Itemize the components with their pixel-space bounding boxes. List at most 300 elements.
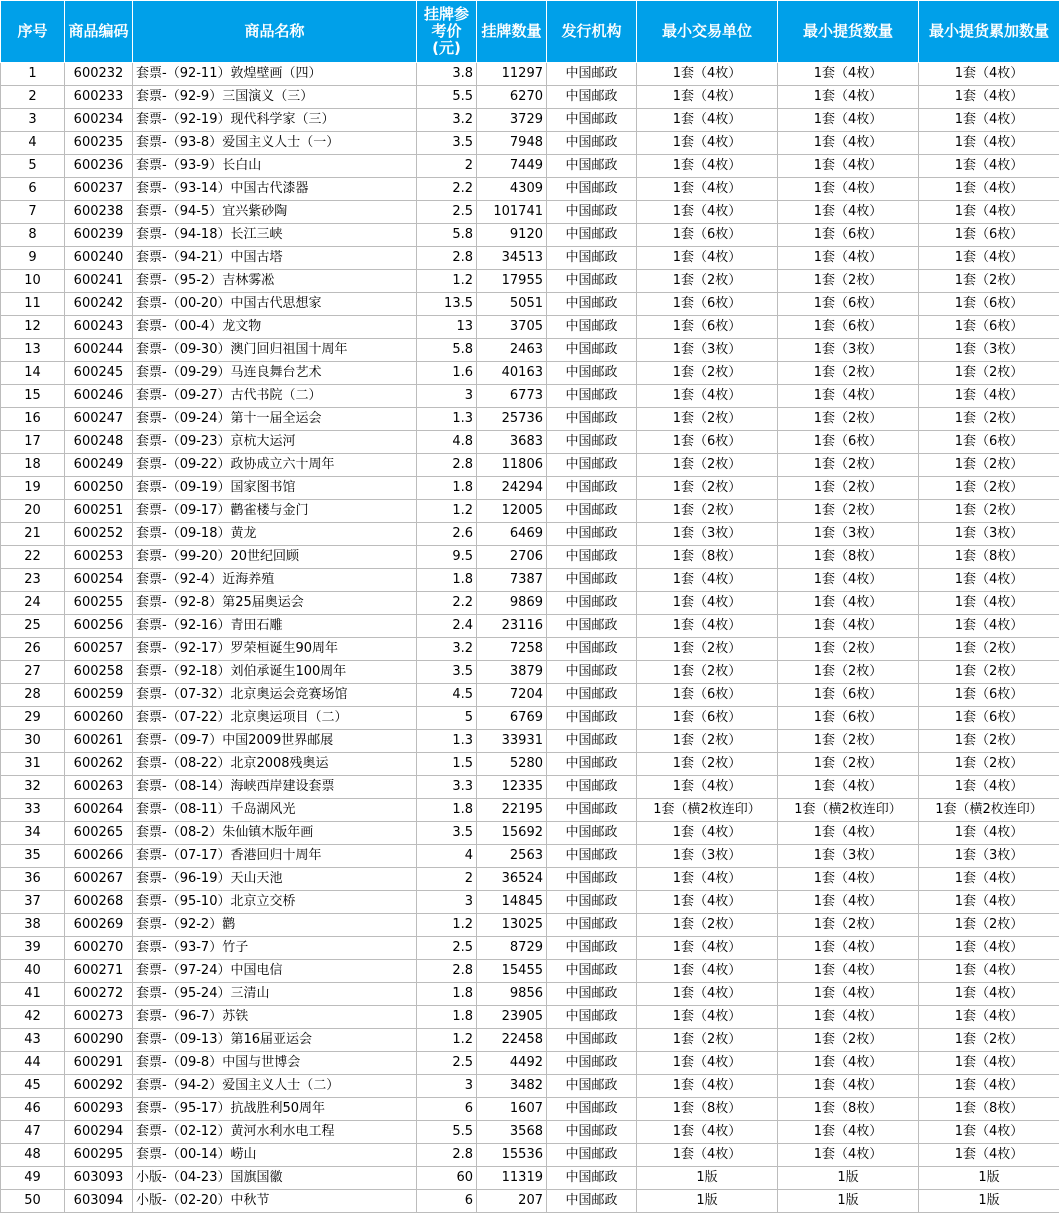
cell-min-pickup: 1套（2枚） <box>778 362 919 385</box>
cell-code: 600259 <box>65 684 133 707</box>
cell-seq: 43 <box>1 1029 65 1052</box>
table-row <box>1 500 1059 523</box>
cell-min-pickup-add: 1套（2枚） <box>919 408 1059 431</box>
cell-ref-price: 5.5 <box>417 86 477 109</box>
cell-min-pickup-add: 1套（4枚） <box>919 385 1059 408</box>
cell-seq: 7 <box>1 201 65 224</box>
cell-code: 600260 <box>65 707 133 730</box>
cell-min-trade: 1套（2枚） <box>637 638 778 661</box>
cell-min-pickup-add: 1套（4枚） <box>919 201 1059 224</box>
cell-code: 600252 <box>65 523 133 546</box>
cell-issuer: 中国邮政 <box>547 615 637 638</box>
cell-seq: 4 <box>1 132 65 155</box>
cell-quantity: 7948 <box>477 132 547 155</box>
cell-name: 套票-（07-32）北京奥运会竞赛场馆 <box>133 684 417 707</box>
cell-name: 套票-（08-11）千岛湖风光 <box>133 799 417 822</box>
cell-ref-price: 4.5 <box>417 684 477 707</box>
cell-min-pickup-add: 1套（8枚） <box>919 546 1059 569</box>
cell-code: 600293 <box>65 1098 133 1121</box>
cell-min-trade: 1套（横2枚连印） <box>637 799 778 822</box>
cell-min-pickup: 1套（2枚） <box>778 408 919 431</box>
cell-issuer: 中国邮政 <box>547 868 637 891</box>
cell-min-trade: 1套（4枚） <box>637 247 778 270</box>
cell-min-pickup: 1套（4枚） <box>778 868 919 891</box>
cell-min-pickup: 1套（6枚） <box>778 431 919 454</box>
cell-min-pickup-add: 1套（6枚） <box>919 431 1059 454</box>
cell-min-trade: 1套（4枚） <box>637 1121 778 1144</box>
cell-issuer: 中国邮政 <box>547 523 637 546</box>
cell-min-pickup-add: 1套（4枚） <box>919 569 1059 592</box>
cell-seq: 16 <box>1 408 65 431</box>
cell-code: 600268 <box>65 891 133 914</box>
cell-ref-price: 3.2 <box>417 109 477 132</box>
cell-ref-price: 60 <box>417 1167 477 1190</box>
table-row <box>1 661 1059 684</box>
cell-code: 600233 <box>65 86 133 109</box>
cell-code: 600269 <box>65 914 133 937</box>
cell-min-pickup: 1套（4枚） <box>778 86 919 109</box>
table-row <box>1 914 1059 937</box>
table-row <box>1 477 1059 500</box>
cell-issuer: 中国邮政 <box>547 776 637 799</box>
cell-quantity: 11806 <box>477 454 547 477</box>
cell-code: 600265 <box>65 822 133 845</box>
cell-min-pickup: 1套（2枚） <box>778 477 919 500</box>
cell-ref-price: 1.2 <box>417 270 477 293</box>
cell-issuer: 中国邮政 <box>547 477 637 500</box>
cell-issuer: 中国邮政 <box>547 914 637 937</box>
cell-ref-price: 1.8 <box>417 477 477 500</box>
cell-seq: 24 <box>1 592 65 615</box>
cell-seq: 40 <box>1 960 65 983</box>
cell-ref-price: 3.3 <box>417 776 477 799</box>
table-row <box>1 155 1059 178</box>
table-row <box>1 523 1059 546</box>
cell-ref-price: 2.2 <box>417 592 477 615</box>
cell-seq: 6 <box>1 178 65 201</box>
cell-min-pickup-add: 1套（4枚） <box>919 1052 1059 1075</box>
cell-min-pickup-add: 1套（2枚） <box>919 454 1059 477</box>
cell-quantity: 12335 <box>477 776 547 799</box>
cell-issuer: 中国邮政 <box>547 753 637 776</box>
cell-min-pickup-add: 1套（4枚） <box>919 178 1059 201</box>
cell-quantity: 4309 <box>477 178 547 201</box>
cell-ref-price: 5.8 <box>417 224 477 247</box>
table-row <box>1 1121 1059 1144</box>
table-row <box>1 293 1059 316</box>
table-row <box>1 362 1059 385</box>
cell-ref-price: 1.8 <box>417 799 477 822</box>
cell-code: 600243 <box>65 316 133 339</box>
cell-ref-price: 2 <box>417 155 477 178</box>
cell-min-trade: 1套（4枚） <box>637 1075 778 1098</box>
cell-min-pickup-add: 1套（2枚） <box>919 270 1059 293</box>
cell-quantity: 40163 <box>477 362 547 385</box>
cell-issuer: 中国邮政 <box>547 1052 637 1075</box>
cell-ref-price: 9.5 <box>417 546 477 569</box>
cell-code: 600264 <box>65 799 133 822</box>
cell-issuer: 中国邮政 <box>547 86 637 109</box>
cell-code: 600262 <box>65 753 133 776</box>
cell-min-pickup: 1套（4枚） <box>778 1052 919 1075</box>
table-row <box>1 1098 1059 1121</box>
cell-ref-price: 13 <box>417 316 477 339</box>
cell-ref-price: 2.8 <box>417 960 477 983</box>
cell-min-pickup: 1套（4枚） <box>778 1121 919 1144</box>
cell-ref-price: 2.8 <box>417 1144 477 1167</box>
cell-min-pickup: 1套（3枚） <box>778 523 919 546</box>
cell-quantity: 3705 <box>477 316 547 339</box>
header-issuer: 发行机构 <box>547 1 637 63</box>
cell-name: 套票-（92-2）鹳 <box>133 914 417 937</box>
cell-name: 套票-（93-14）中国古代漆器 <box>133 178 417 201</box>
cell-min-pickup: 1套（8枚） <box>778 546 919 569</box>
cell-min-trade: 1套（2枚） <box>637 362 778 385</box>
cell-name: 套票-（97-24）中国电信 <box>133 960 417 983</box>
cell-quantity: 22195 <box>477 799 547 822</box>
cell-code: 600237 <box>65 178 133 201</box>
table-row <box>1 960 1059 983</box>
cell-min-pickup-add: 1套（4枚） <box>919 937 1059 960</box>
cell-min-trade: 1套（2枚） <box>637 477 778 500</box>
cell-issuer: 中国邮政 <box>547 1190 637 1213</box>
cell-seq: 44 <box>1 1052 65 1075</box>
cell-ref-price: 3.5 <box>417 132 477 155</box>
table-row <box>1 730 1059 753</box>
cell-min-pickup: 1套（2枚） <box>778 638 919 661</box>
cell-seq: 1 <box>1 63 65 86</box>
cell-min-trade: 1套（4枚） <box>637 109 778 132</box>
cell-code: 600238 <box>65 201 133 224</box>
cell-min-pickup-add: 1套（横2枚连印） <box>919 799 1059 822</box>
cell-issuer: 中国邮政 <box>547 638 637 661</box>
cell-quantity: 23905 <box>477 1006 547 1029</box>
cell-quantity: 6469 <box>477 523 547 546</box>
cell-code: 600232 <box>65 63 133 86</box>
cell-name: 套票-（09-7）中国2009世界邮展 <box>133 730 417 753</box>
cell-min-pickup-add: 1套（6枚） <box>919 293 1059 316</box>
table-row <box>1 592 1059 615</box>
cell-min-pickup: 1套（4枚） <box>778 592 919 615</box>
cell-min-trade: 1套（2枚） <box>637 661 778 684</box>
cell-name: 套票-（09-23）京杭大运河 <box>133 431 417 454</box>
cell-issuer: 中国邮政 <box>547 63 637 86</box>
cell-ref-price: 5.5 <box>417 1121 477 1144</box>
table-row <box>1 1144 1059 1167</box>
cell-name: 套票-（94-5）宜兴紫砂陶 <box>133 201 417 224</box>
table-row <box>1 615 1059 638</box>
cell-code: 600263 <box>65 776 133 799</box>
cell-min-pickup-add: 1套（4枚） <box>919 1144 1059 1167</box>
cell-issuer: 中国邮政 <box>547 1167 637 1190</box>
cell-issuer: 中国邮政 <box>547 155 637 178</box>
cell-quantity: 33931 <box>477 730 547 753</box>
cell-ref-price: 3 <box>417 1075 477 1098</box>
cell-min-pickup-add: 1套（4枚） <box>919 983 1059 1006</box>
cell-name: 套票-（00-4）龙文物 <box>133 316 417 339</box>
cell-min-trade: 1套（4枚） <box>637 1144 778 1167</box>
cell-name: 套票-（93-9）长白山 <box>133 155 417 178</box>
cell-quantity: 2463 <box>477 339 547 362</box>
cell-ref-price: 2.8 <box>417 247 477 270</box>
cell-quantity: 17955 <box>477 270 547 293</box>
table-row <box>1 1167 1059 1190</box>
cell-code: 600256 <box>65 615 133 638</box>
cell-min-pickup-add: 1套（2枚） <box>919 477 1059 500</box>
cell-name: 套票-（92-17）罗荣桓诞生90周年 <box>133 638 417 661</box>
cell-quantity: 11319 <box>477 1167 547 1190</box>
table-row <box>1 385 1059 408</box>
cell-min-trade: 1套（6枚） <box>637 431 778 454</box>
cell-min-trade: 1套（2枚） <box>637 914 778 937</box>
cell-min-pickup: 1套（4枚） <box>778 132 919 155</box>
cell-quantity: 3568 <box>477 1121 547 1144</box>
cell-issuer: 中国邮政 <box>547 454 637 477</box>
cell-quantity: 15455 <box>477 960 547 983</box>
cell-min-pickup: 1版 <box>778 1190 919 1213</box>
cell-min-pickup-add: 1套（2枚） <box>919 638 1059 661</box>
table-row <box>1 891 1059 914</box>
cell-seq: 11 <box>1 293 65 316</box>
cell-code: 600235 <box>65 132 133 155</box>
table-row <box>1 86 1059 109</box>
cell-ref-price: 4 <box>417 845 477 868</box>
cell-name: 套票-（94-18）长江三峡 <box>133 224 417 247</box>
cell-ref-price: 2.5 <box>417 937 477 960</box>
cell-quantity: 207 <box>477 1190 547 1213</box>
cell-min-pickup-add: 1套（4枚） <box>919 63 1059 86</box>
cell-name: 套票-（95-2）吉林雾凇 <box>133 270 417 293</box>
cell-min-trade: 1套（4枚） <box>637 592 778 615</box>
cell-issuer: 中国邮政 <box>547 569 637 592</box>
cell-min-pickup: 1套（4枚） <box>778 109 919 132</box>
cell-quantity: 4492 <box>477 1052 547 1075</box>
cell-quantity: 23116 <box>477 615 547 638</box>
cell-code: 600292 <box>65 1075 133 1098</box>
table-row <box>1 1006 1059 1029</box>
cell-min-pickup: 1套（2枚） <box>778 730 919 753</box>
cell-min-pickup: 1套（4枚） <box>778 891 919 914</box>
cell-quantity: 6769 <box>477 707 547 730</box>
cell-code: 600291 <box>65 1052 133 1075</box>
cell-min-pickup: 1套（4枚） <box>778 937 919 960</box>
cell-seq: 46 <box>1 1098 65 1121</box>
cell-min-trade: 1套（6枚） <box>637 224 778 247</box>
cell-code: 600244 <box>65 339 133 362</box>
cell-code: 600253 <box>65 546 133 569</box>
cell-quantity: 7204 <box>477 684 547 707</box>
table-row <box>1 983 1059 1006</box>
cell-issuer: 中国邮政 <box>547 891 637 914</box>
cell-min-pickup-add: 1套（4枚） <box>919 776 1059 799</box>
cell-name: 套票-（09-18）黄龙 <box>133 523 417 546</box>
cell-quantity: 3729 <box>477 109 547 132</box>
cell-issuer: 中国邮政 <box>547 661 637 684</box>
cell-ref-price: 5 <box>417 707 477 730</box>
cell-name: 套票-（07-22）北京奥运项目（二） <box>133 707 417 730</box>
cell-name: 套票-（99-20）20世纪回顾 <box>133 546 417 569</box>
cell-min-trade: 1套（3枚） <box>637 523 778 546</box>
cell-issuer: 中国邮政 <box>547 845 637 868</box>
cell-min-pickup: 1套（4枚） <box>778 983 919 1006</box>
cell-name: 套票-（09-17）鹳雀楼与金门 <box>133 500 417 523</box>
header-row <box>1 1 1059 63</box>
cell-min-pickup: 1套（4枚） <box>778 569 919 592</box>
cell-name: 套票-（92-8）第25届奥运会 <box>133 592 417 615</box>
cell-code: 603094 <box>65 1190 133 1213</box>
cell-quantity: 12005 <box>477 500 547 523</box>
table-row <box>1 178 1059 201</box>
cell-min-trade: 1套（4枚） <box>637 201 778 224</box>
cell-min-trade: 1套（6枚） <box>637 707 778 730</box>
cell-name: 套票-（08-22）北京2008残奥运 <box>133 753 417 776</box>
cell-code: 600267 <box>65 868 133 891</box>
cell-quantity: 24294 <box>477 477 547 500</box>
cell-min-pickup: 1套（2枚） <box>778 914 919 937</box>
cell-min-pickup: 1套（3枚） <box>778 339 919 362</box>
cell-code: 600246 <box>65 385 133 408</box>
cell-code: 600251 <box>65 500 133 523</box>
cell-quantity: 11297 <box>477 63 547 86</box>
cell-seq: 20 <box>1 500 65 523</box>
cell-issuer: 中国邮政 <box>547 937 637 960</box>
cell-ref-price: 2.4 <box>417 615 477 638</box>
cell-min-pickup-add: 1版 <box>919 1190 1059 1213</box>
cell-min-pickup-add: 1套（8枚） <box>919 1098 1059 1121</box>
cell-seq: 18 <box>1 454 65 477</box>
cell-min-pickup: 1套（2枚） <box>778 270 919 293</box>
cell-name: 小版-（02-20）中秋节 <box>133 1190 417 1213</box>
cell-quantity: 6270 <box>477 86 547 109</box>
cell-seq: 35 <box>1 845 65 868</box>
cell-seq: 38 <box>1 914 65 937</box>
cell-name: 套票-（09-19）国家图书馆 <box>133 477 417 500</box>
cell-ref-price: 1.5 <box>417 753 477 776</box>
cell-min-pickup: 1套（4枚） <box>778 201 919 224</box>
cell-ref-price: 3.2 <box>417 638 477 661</box>
cell-ref-price: 1.2 <box>417 500 477 523</box>
table-body <box>1 63 1059 1213</box>
cell-min-pickup: 1套（4枚） <box>778 1075 919 1098</box>
cell-min-pickup: 1套（4枚） <box>778 178 919 201</box>
cell-ref-price: 1.2 <box>417 1029 477 1052</box>
table-row <box>1 454 1059 477</box>
cell-seq: 2 <box>1 86 65 109</box>
cell-ref-price: 2.2 <box>417 178 477 201</box>
cell-name: 套票-（95-10）北京立交桥 <box>133 891 417 914</box>
cell-quantity: 2563 <box>477 845 547 868</box>
cell-seq: 50 <box>1 1190 65 1213</box>
cell-seq: 27 <box>1 661 65 684</box>
cell-code: 600241 <box>65 270 133 293</box>
cell-quantity: 9856 <box>477 983 547 1006</box>
cell-code: 600271 <box>65 960 133 983</box>
cell-code: 600261 <box>65 730 133 753</box>
cell-quantity: 9120 <box>477 224 547 247</box>
cell-min-pickup: 1套（6枚） <box>778 224 919 247</box>
cell-code: 600257 <box>65 638 133 661</box>
cell-name: 套票-（00-14）崂山 <box>133 1144 417 1167</box>
cell-name: 套票-（09-29）马连良舞台艺术 <box>133 362 417 385</box>
cell-quantity: 8729 <box>477 937 547 960</box>
cell-quantity: 15536 <box>477 1144 547 1167</box>
cell-seq: 19 <box>1 477 65 500</box>
cell-seq: 37 <box>1 891 65 914</box>
cell-min-trade: 1套（4枚） <box>637 155 778 178</box>
cell-seq: 49 <box>1 1167 65 1190</box>
cell-seq: 31 <box>1 753 65 776</box>
cell-issuer: 中国邮政 <box>547 707 637 730</box>
table-row <box>1 201 1059 224</box>
cell-code: 600294 <box>65 1121 133 1144</box>
table-row <box>1 707 1059 730</box>
cell-min-pickup-add: 1套（2枚） <box>919 753 1059 776</box>
table-row <box>1 753 1059 776</box>
table-row <box>1 638 1059 661</box>
cell-name: 套票-（92-11）敦煌壁画（四） <box>133 63 417 86</box>
cell-min-pickup: 1套（4枚） <box>778 822 919 845</box>
cell-seq: 5 <box>1 155 65 178</box>
cell-min-pickup: 1套（4枚） <box>778 1144 919 1167</box>
cell-name: 套票-（93-7）竹子 <box>133 937 417 960</box>
cell-min-pickup-add: 1套（3枚） <box>919 339 1059 362</box>
cell-seq: 28 <box>1 684 65 707</box>
cell-quantity: 101741 <box>477 201 547 224</box>
cell-ref-price: 1.3 <box>417 408 477 431</box>
header-ref-price: 挂牌参考价(元) <box>417 1 477 63</box>
cell-ref-price: 1.8 <box>417 569 477 592</box>
table-row <box>1 868 1059 891</box>
cell-min-pickup-add: 1套（2枚） <box>919 661 1059 684</box>
cell-issuer: 中国邮政 <box>547 385 637 408</box>
header-min-trade: 最小交易单位 <box>637 1 778 63</box>
cell-name: 套票-（96-19）天山天池 <box>133 868 417 891</box>
cell-ref-price: 1.6 <box>417 362 477 385</box>
table-row <box>1 431 1059 454</box>
cell-ref-price: 13.5 <box>417 293 477 316</box>
cell-min-pickup: 1套（8枚） <box>778 1098 919 1121</box>
table-row <box>1 845 1059 868</box>
cell-seq: 39 <box>1 937 65 960</box>
cell-min-trade: 1套（4枚） <box>637 822 778 845</box>
table-row <box>1 63 1059 86</box>
cell-seq: 25 <box>1 615 65 638</box>
cell-quantity: 22458 <box>477 1029 547 1052</box>
table-row <box>1 316 1059 339</box>
cell-ref-price: 3 <box>417 891 477 914</box>
cell-seq: 32 <box>1 776 65 799</box>
cell-issuer: 中国邮政 <box>547 1144 637 1167</box>
cell-ref-price: 3.8 <box>417 63 477 86</box>
cell-name: 套票-（93-8）爱国主义人士（一） <box>133 132 417 155</box>
table-row <box>1 339 1059 362</box>
cell-min-trade: 1套（4枚） <box>637 1052 778 1075</box>
cell-min-pickup-add: 1套（3枚） <box>919 845 1059 868</box>
cell-name: 套票-（09-8）中国与世博会 <box>133 1052 417 1075</box>
cell-code: 600254 <box>65 569 133 592</box>
cell-min-trade: 1套（4枚） <box>637 63 778 86</box>
cell-issuer: 中国邮政 <box>547 1121 637 1144</box>
cell-min-pickup: 1套（4枚） <box>778 155 919 178</box>
cell-issuer: 中国邮政 <box>547 960 637 983</box>
cell-min-pickup: 1套（6枚） <box>778 707 919 730</box>
cell-code: 600236 <box>65 155 133 178</box>
cell-min-pickup-add: 1套（4枚） <box>919 615 1059 638</box>
cell-code: 600273 <box>65 1006 133 1029</box>
cell-seq: 13 <box>1 339 65 362</box>
cell-min-pickup: 1套（4枚） <box>778 776 919 799</box>
cell-min-pickup: 1套（4枚） <box>778 247 919 270</box>
